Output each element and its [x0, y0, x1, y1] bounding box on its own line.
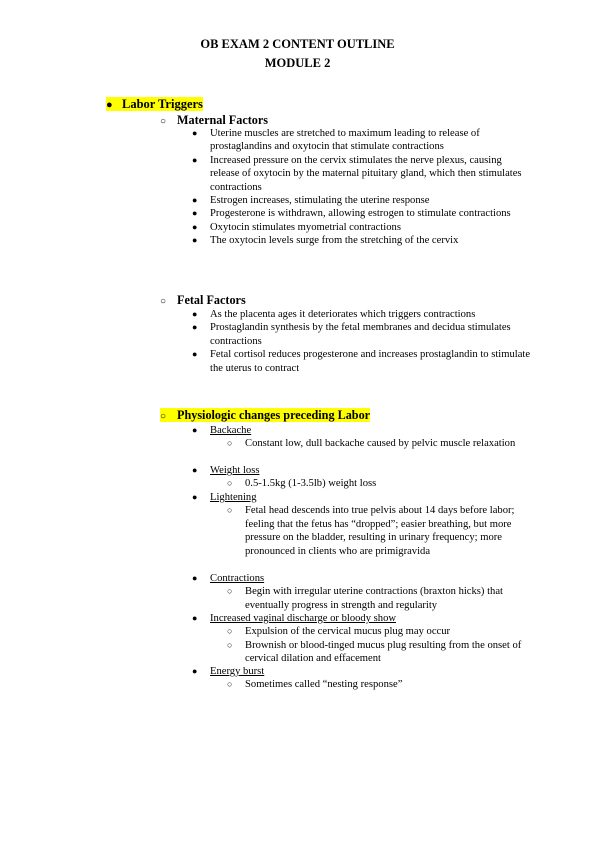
list-item-text: Fetal cortisol reduces progesterone and increases prostaglandin to stimulate the uterus to contract — [210, 349, 531, 374]
list-item — [192, 234, 532, 247]
list-item-text: Uterine muscles are stretched to maximum leading to release of prostaglandins and oxytocin that stimulate contractions — [210, 128, 480, 153]
group-items — [192, 585, 537, 612]
group-heading — [192, 491, 537, 504]
circle-bullet-icon: ○ — [160, 116, 167, 127]
group-label: Increased vaginal discharge or bloody show — [210, 613, 397, 624]
list-item-text: Prostaglandin synthesis by the fetal membranes and decidua stimulates contractions — [210, 322, 511, 347]
bullet-icon: ● — [192, 208, 198, 219]
list-item-text: Brownish or blood-tinged mucus plug resulting from the onset of cervical dilation and effacement — [245, 639, 522, 665]
bullet-icon: ● — [192, 235, 198, 246]
fetal-factors-list — [192, 308, 532, 375]
bullet-icon: ● — [192, 221, 198, 232]
list-item — [192, 639, 537, 666]
heading-physiologic-changes — [160, 408, 370, 424]
circle-bullet-icon: ○ — [227, 505, 233, 516]
list-item — [192, 585, 537, 612]
document-subtitle: MODULE 2 — [264, 56, 331, 70]
highlight — [160, 408, 370, 422]
list-item — [192, 504, 537, 558]
circle-bullet-icon: ○ — [227, 626, 233, 637]
group-label: Weight loss — [210, 465, 260, 476]
group-label: Backache — [210, 425, 252, 436]
bullet-icon: ● — [192, 492, 198, 502]
physio-group-energy-burst — [192, 665, 537, 692]
physio-group-weight-loss — [192, 464, 537, 491]
physio-group-contractions — [192, 572, 537, 612]
group-items — [192, 504, 537, 558]
list-item — [192, 678, 537, 691]
list-item-text: 0.5-1.5kg (1-3.5lb) weight loss — [245, 478, 377, 490]
bullet-icon: ● — [192, 613, 198, 623]
group-label: Energy burst — [210, 666, 265, 677]
circle-bullet-icon: ○ — [227, 679, 233, 690]
circle-bullet-icon: ○ — [160, 411, 167, 422]
list-item — [192, 308, 532, 321]
heading-fetal-factors — [160, 293, 246, 309]
list-item — [192, 194, 532, 207]
maternal-factors-list — [192, 127, 532, 248]
list-item — [192, 477, 537, 490]
group-label: Contractions — [210, 573, 265, 584]
list-item-text: Begin with irregular uterine contractions (braxton hicks) that eventually progress in strength and regularity — [245, 586, 503, 611]
list-item-text: Oxytocin stimulates myometrial contractions — [210, 221, 401, 233]
physio-group-lightening — [192, 491, 537, 558]
bullet-icon: ● — [192, 573, 198, 583]
bullet-icon: ● — [106, 99, 113, 111]
heading-label: Labor Triggers — [122, 97, 203, 111]
document-title: OB EXAM 2 CONTENT OUTLINE — [200, 37, 395, 51]
bullet-icon: ● — [192, 154, 198, 165]
bullet-icon: ● — [192, 425, 198, 435]
bullet-icon: ● — [192, 309, 198, 319]
list-item — [192, 221, 532, 234]
group-heading — [192, 665, 537, 678]
list-item-text: Progesterone is withdrawn, allowing estrogen to stimulate contractions — [210, 208, 511, 220]
list-item-text: As the placenta ages it deteriorates which triggers contractions — [210, 309, 476, 320]
physio-group-vaginal-discharge — [192, 612, 537, 666]
group-heading — [192, 612, 537, 625]
group-items — [192, 437, 537, 450]
circle-bullet-icon: ○ — [227, 639, 233, 650]
list-item — [192, 127, 532, 154]
circle-bullet-icon: ○ — [160, 296, 167, 307]
heading-label: Fetal Factors — [177, 293, 246, 307]
heading-label: Physiologic changes preceding Labor — [177, 408, 371, 422]
list-item-text: Estrogen increases, stimulating the uterine response — [210, 195, 430, 207]
circle-bullet-icon: ○ — [227, 478, 233, 489]
bullet-icon: ● — [192, 349, 198, 360]
group-heading — [192, 424, 537, 437]
list-item-text: Sometimes called “nesting response” — [245, 679, 403, 691]
list-item — [192, 348, 532, 375]
bullet-icon: ● — [192, 465, 198, 475]
bullet-icon: ● — [192, 195, 198, 206]
list-item — [192, 321, 532, 348]
list-item-text: Constant low, dull backache caused by pelvic muscle relaxation — [245, 438, 516, 450]
bullet-icon: ● — [192, 666, 198, 676]
list-item-text: Fetal head descends into true pelvis about 14 days before labor; feeling that the fetus has “dropped”; easier breathing, but more pressure on the bladder, resulting in urinary frequency; more pronounced in clients who are primigravida — [245, 505, 515, 557]
bullet-icon: ● — [192, 322, 198, 333]
group-heading — [192, 464, 537, 477]
list-item-text: Increased pressure on the cervix stimulates the nerve plexus, causing release of oxytocin by the maternal pituitary gland, which then stimulates contractions — [210, 154, 522, 193]
bullet-icon: ● — [192, 128, 198, 138]
list-item — [192, 437, 537, 450]
list-item-text: The oxytocin levels surge from the stretching of the cervix — [210, 235, 459, 247]
physio-group-backache — [192, 424, 537, 451]
group-items — [192, 678, 537, 691]
group-heading — [192, 572, 537, 585]
heading-labor-triggers — [106, 97, 203, 113]
list-item — [192, 625, 537, 638]
highlight — [106, 97, 203, 111]
list-item — [192, 207, 532, 220]
circle-bullet-icon: ○ — [227, 438, 233, 449]
heading-label: Maternal Factors — [177, 113, 269, 127]
group-label: Lightening — [210, 492, 257, 503]
group-items — [192, 625, 537, 665]
list-item-text: Expulsion of the cervical mucus plug may occur — [245, 626, 451, 638]
circle-bullet-icon: ○ — [227, 586, 233, 597]
group-items — [192, 477, 537, 490]
list-item — [192, 154, 532, 194]
